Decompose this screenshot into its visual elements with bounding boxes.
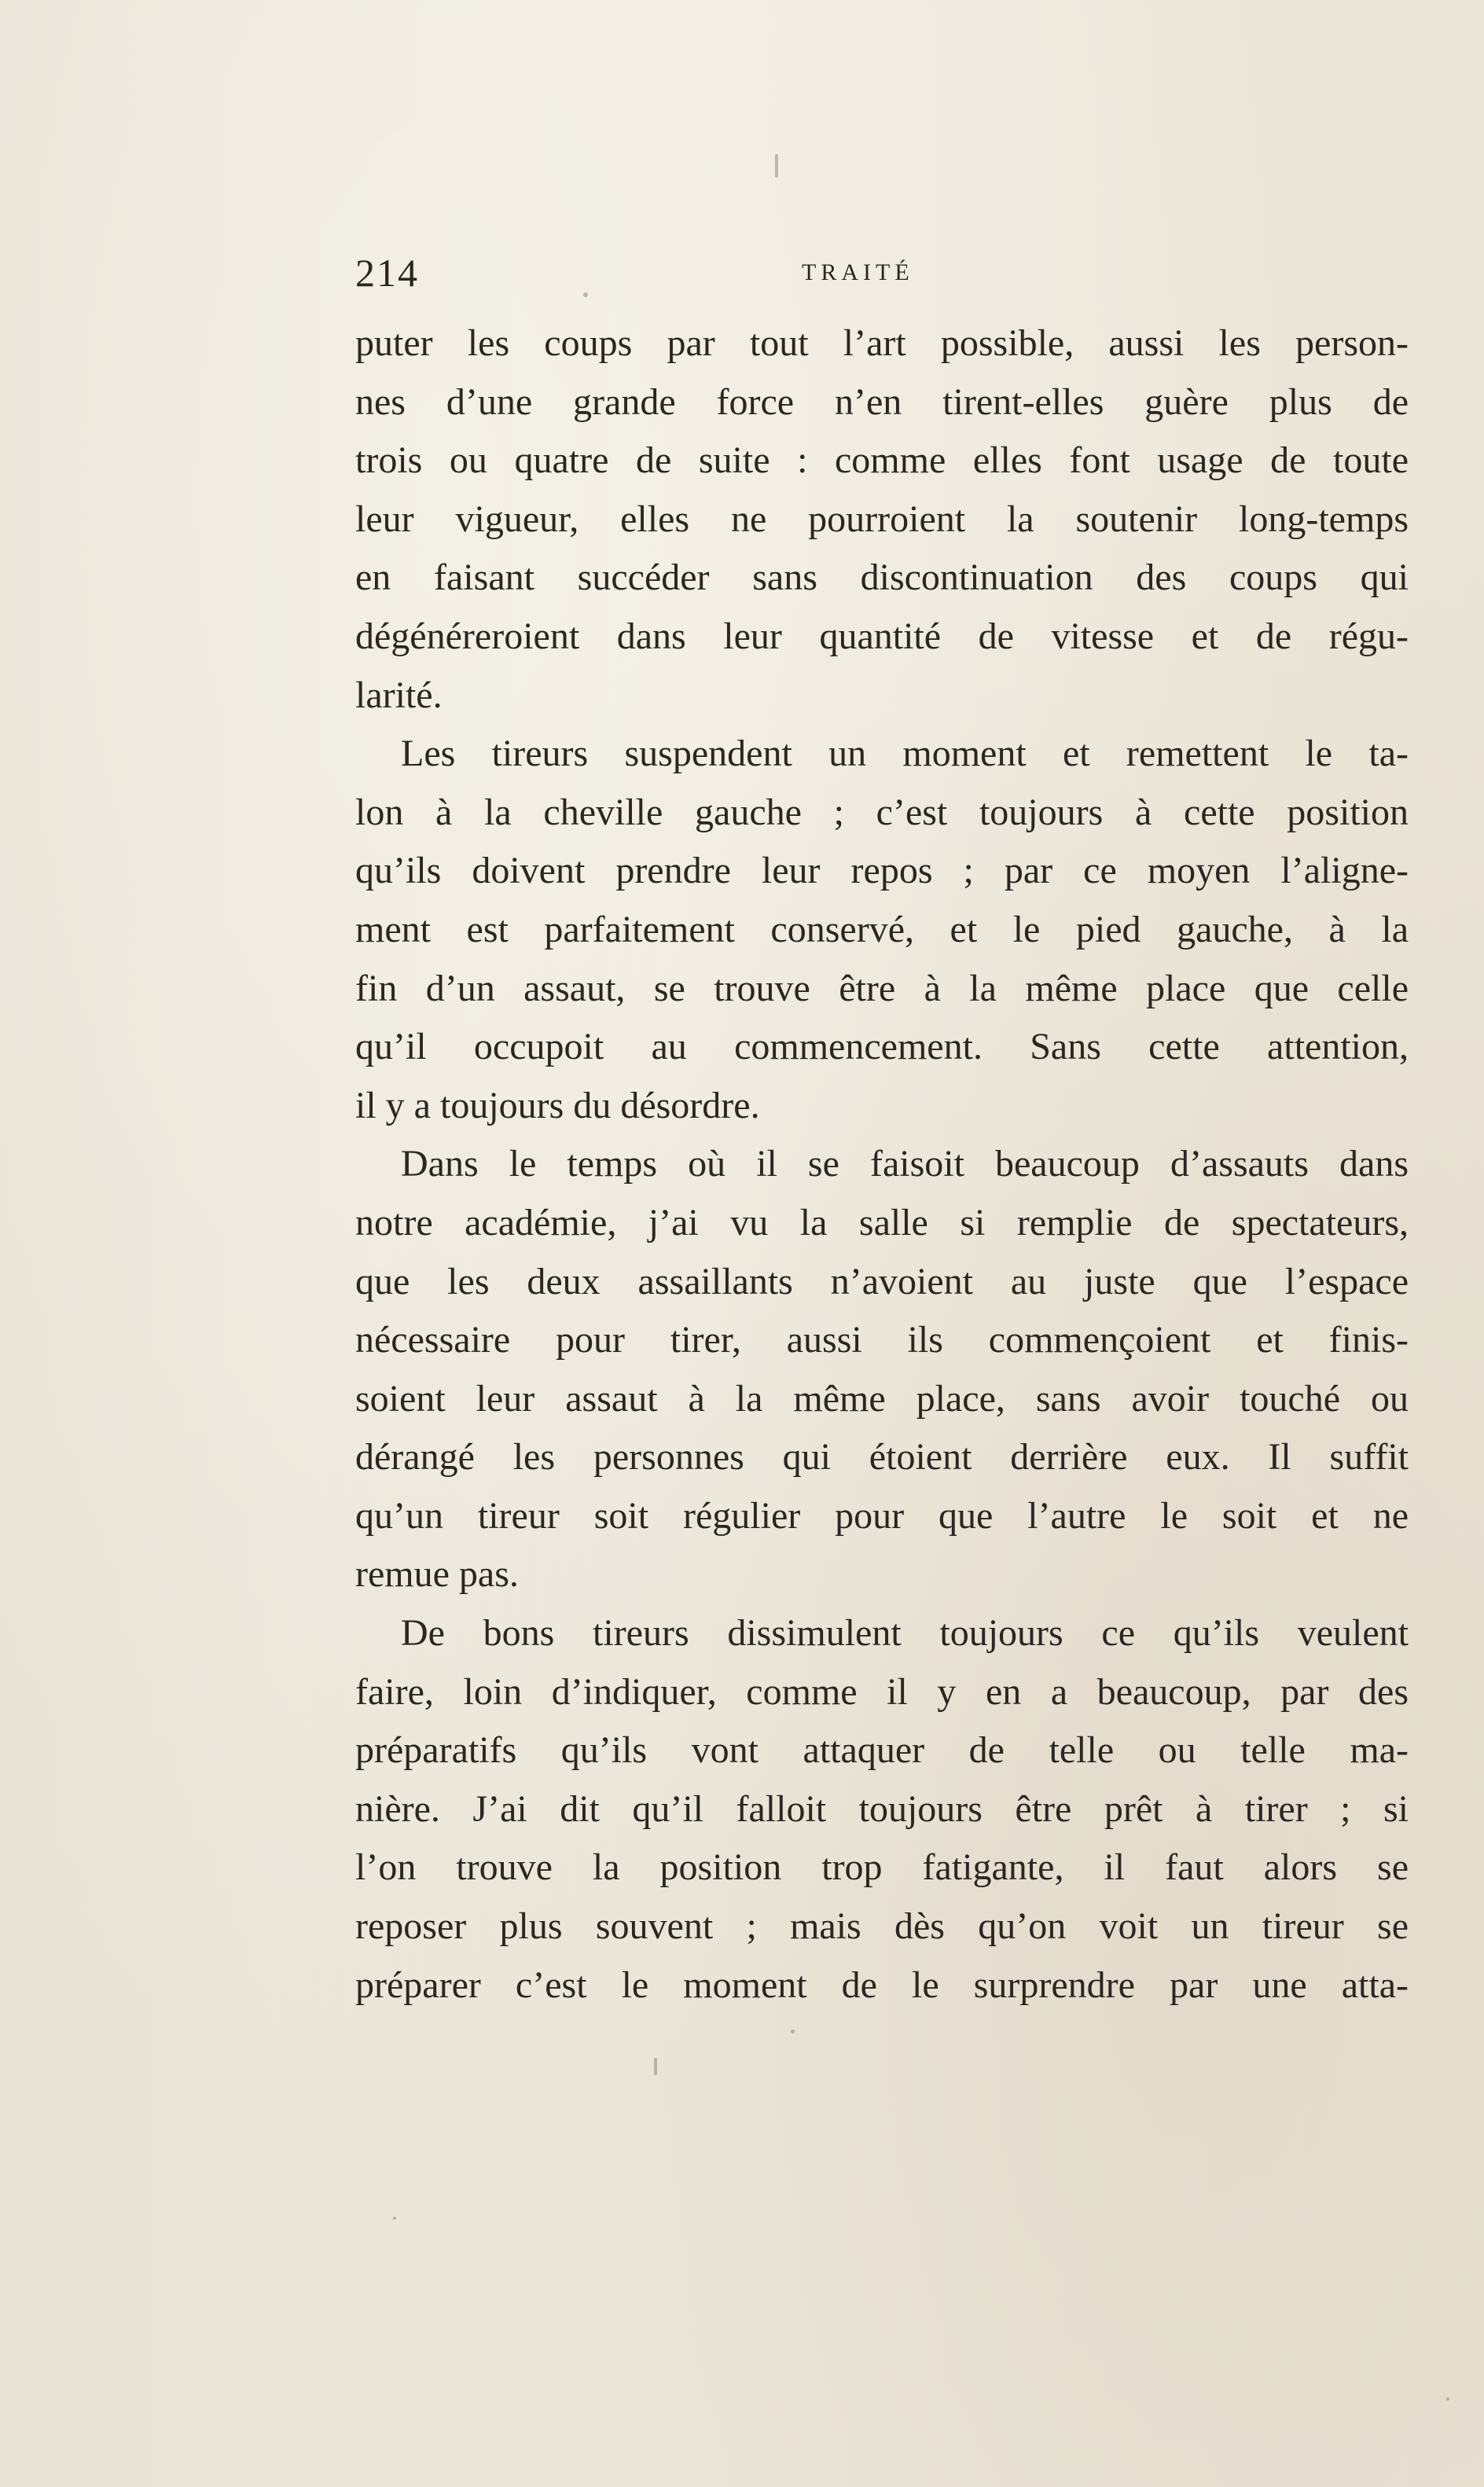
body-text — [355, 314, 1409, 2015]
paragraph-first-line: Dans le temps où il se faisoit beaucoup d’assauts dans — [401, 1143, 1409, 1185]
text-line: préparatifs qu’ils vont attaquer de telle ou telle ma- — [355, 1729, 1409, 1772]
text-line: remue pas. — [355, 1553, 519, 1596]
text-line: faire, loin d’indiquer, comme il y en a beaucoup, par des — [355, 1670, 1409, 1713]
text-line: que les deux assaillants n’avoient au juste que l’espace — [355, 1260, 1409, 1302]
text-line: ment est parfaitement conservé, et le pied gauche, à la — [355, 908, 1409, 950]
text-line: puter les coups par tout l’art possible, aussi les person- — [355, 322, 1409, 364]
paper-speck — [775, 154, 778, 178]
text-line: qu’un tireur soit régulier pour que l’autre le soit et ne — [355, 1494, 1409, 1537]
text-line: l’on trouve la position trop fatigante, il faut alors se — [355, 1846, 1409, 1889]
text-line: qu’ils doivent prendre leur repos ; par ce moyen l’aligne- — [355, 850, 1409, 892]
page-number: 214 — [355, 251, 419, 295]
text-line: trois ou quatre de suite : comme elles font usage de toute — [355, 439, 1409, 482]
paper-speck — [393, 2217, 396, 2220]
text-line: dégénéreroient dans leur quantité de vitesse et de régu- — [355, 615, 1409, 657]
paper-speck — [791, 2030, 795, 2033]
paper-speck — [1446, 2397, 1449, 2401]
running-head: TRAITÉ — [802, 259, 914, 285]
paragraph-first-line: Les tireurs suspendent un moment et remettent le ta- — [401, 733, 1409, 775]
text-line: nécessaire pour tirer, aussi ils commençoient et finis- — [355, 1319, 1409, 1361]
text-line: larité. — [355, 674, 443, 716]
text-line: il y a toujours du désordre. — [355, 1084, 760, 1126]
text-line: nes d’une grande force n’en tirent-elles guère plus de — [355, 380, 1409, 423]
paper-speck — [654, 2058, 657, 2075]
paper-speck — [583, 292, 588, 297]
text-line: soient leur assaut à la même place, sans avoir touché ou — [355, 1377, 1409, 1420]
text-line: préparer c’est le moment de le surprendre par une atta- — [355, 1964, 1409, 2006]
text-line: notre académie, j’ai vu la salle si remplie de spectateurs, — [355, 1201, 1409, 1244]
page-header — [355, 250, 1409, 297]
text-line: nière. J’ai dit qu’il falloit toujours être prêt à tirer ; si — [355, 1787, 1409, 1830]
paragraph-first-line: De bons tireurs dissimulent toujours ce qu’ils veulent — [401, 1612, 1409, 1655]
text-line: fin d’un assaut, se trouve être à la même place que celle — [355, 967, 1409, 1009]
text-line: dérangé les personnes qui étoient derrière eux. Il suffit — [355, 1436, 1409, 1479]
text-line: reposer plus souvent ; mais dès qu’on voit un tireur se — [355, 1905, 1409, 1948]
text-line: leur vigueur, elles ne pourroient la soutenir long-temps — [355, 498, 1409, 540]
text-line: en faisant succéder sans discontinuation des coups qui — [355, 557, 1409, 599]
text-line: lon à la cheville gauche ; c’est toujours à cette position — [355, 791, 1409, 833]
text-line: qu’il occupoit au commencement. Sans cette attention, — [355, 1026, 1409, 1068]
